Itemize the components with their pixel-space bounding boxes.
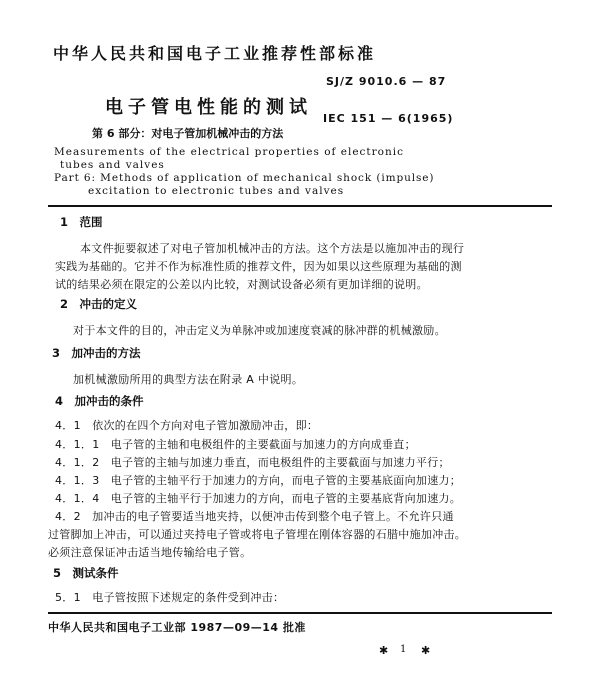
page-marker-right: ✱ xyxy=(421,644,431,657)
section-3-text: 加机械激励所用的典型方法在附录 A 中说明。 xyxy=(73,373,304,386)
clause-4-2: 必须注意保证冲击适当地传输给电子管。 xyxy=(48,546,252,559)
section-5-heading: 5 测试条件 xyxy=(53,566,119,580)
document-title: 电子管电性能的测试 xyxy=(105,97,312,118)
section-1-heading: 1 范围 xyxy=(60,215,103,229)
iec-reference: IEC 151 — 6(1965) xyxy=(323,112,454,125)
english-title-line-3: Part 6: Methods of application of mechanical shock (impulse) xyxy=(54,172,435,184)
clause-4-1-4: 4．1．4 电子管的主轴平行于加速力的方向，而电子管的主要基底背向加速力。 xyxy=(55,492,462,505)
clause-4-1-3: 4．1．3 电子管的主轴平行于加速力的方向，而电子管的主要基底面向加速力； xyxy=(55,474,462,487)
page-number: 1 xyxy=(400,644,407,655)
section-1-text: 实践为基础的。它并不作为标准性质的推荐文件，因为如果以这些原理为基础的测 xyxy=(55,260,462,273)
footer-rule xyxy=(48,612,552,614)
standard-authority: 中华人民共和国电子工业推荐性部标准 xyxy=(53,44,377,63)
clause-5-1: 5．1 电子管按照下述规定的条件受到冲击： xyxy=(55,591,285,604)
clause-4-1: 4．1 依次的在四个方向对电子管加激励冲击，即： xyxy=(55,419,319,432)
section-4-heading: 4 加冲击的条件 xyxy=(55,394,144,408)
clause-4-1-2: 4．1．2 电子管的主轴与加速力垂直，而电极组件的主要截面与加速力平行； xyxy=(55,456,450,469)
approval-line: 中华人民共和国电子工业部 1987—09—14 批准 xyxy=(48,621,306,634)
section-1-text: 本文件扼要叙述了对电子管加机械冲击的方法。这个方法是以施加冲击的现行 xyxy=(80,242,465,255)
header-rule xyxy=(48,205,552,207)
page-marker-left: ✱ xyxy=(379,644,389,657)
english-title-line-1: Measurements of the electrical properties of electronic xyxy=(54,146,404,158)
english-title-line-4: excitation to electronic tubes and valves xyxy=(88,185,345,197)
part-subtitle: 第 6 部分：对电子管加机械冲击的方法 xyxy=(92,127,284,140)
standard-code: SJ/Z 9010.6 — 87 xyxy=(326,75,447,88)
section-3-heading: 3 加冲击的方法 xyxy=(52,346,141,360)
clause-4-2: 4．2 加冲击的电子管要适当地夹持，以便冲击传到整个电子管上。不允许只通 xyxy=(55,510,454,523)
english-title-line-2: tubes and valves xyxy=(60,159,165,171)
section-2-text: 对于本文件的目的，冲击定义为单脉冲或加速度衰减的脉冲群的机械激励。 xyxy=(73,324,446,337)
section-2-heading: 2 冲击的定义 xyxy=(60,297,138,311)
clause-4-2: 过管脚加上冲击，可以通过夹持电子管或将电子管埋在刚体容器的石腊中施加冲击。 xyxy=(48,528,467,541)
section-1-text: 试的结果必须在限定的公差以内比较，对测试设备必须有更加详细的说明。 xyxy=(55,278,428,291)
clause-4-1-1: 4．1．1 电子管的主轴和电极组件的主要截面与加速力的方向成垂直； xyxy=(55,438,416,451)
